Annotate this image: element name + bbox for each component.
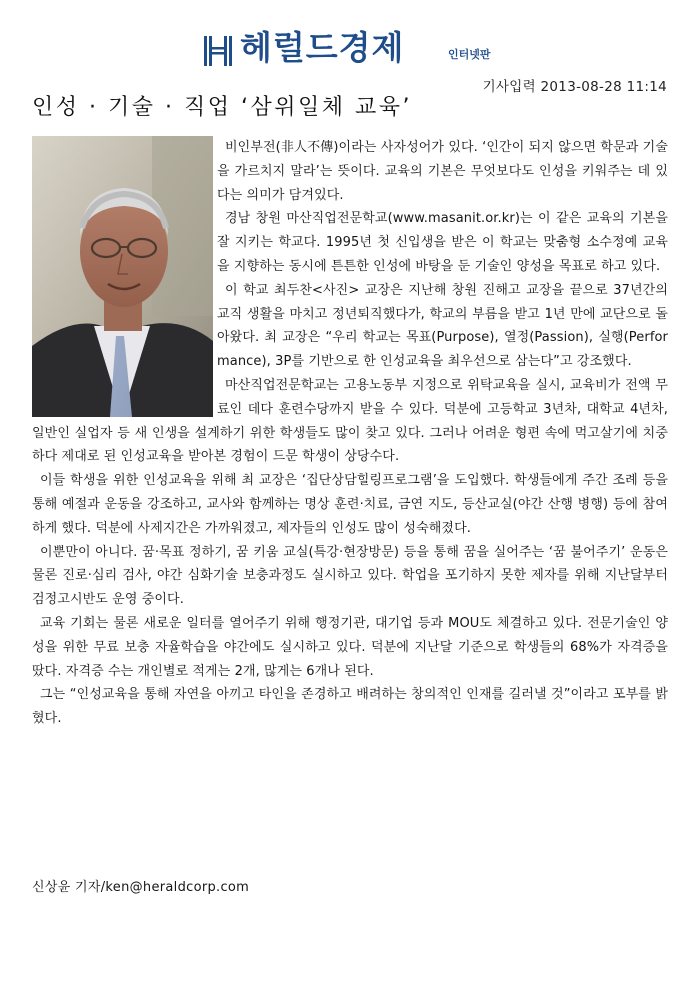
portrait-illustration xyxy=(32,136,213,417)
masthead xyxy=(0,22,700,72)
herald-logo-mark xyxy=(202,34,234,68)
article-paragraph: 경남 창원 마산직업전문학교(www.masanit.or.kr)는 이 같은 교육의 기본을 잘 지키는 학교다. 1995년 첫 신입생을 받은 이 학교는 맞춤형 소수정예 교육을 지향하는 동시에 튼튼한 인성에 바탕을 둔 기술인 양성을 목표로 하고 있다. xyxy=(217,211,668,274)
article-paragraph: 이들 학생을 위한 인성교육을 위해 최 교장은 ‘집단상담힐링프로그램’을 도입했다. 학생들에게 주간 조례 등을 통해 예절과 운동을 강조하고, 교사와 함께하는 명상 훈련·치료, 금연 지도, 등산교실(야간 산행 병행) 등에 참여하게 했다. 덕분에 사제지간은 가까워졌고, 제자들의 인성도 많이 성숙해졌다. xyxy=(32,473,668,536)
article-paragraph: 이 학교 최두찬<사진> 교장은 지난해 창원 진해고 교장을 끝으로 37년간의 교직 생활을 마치고 정년퇴직했다가, 학교의 부름을 받고 1년 만에 교단으로 돌아왔다. 최 교장은 “우리 학교는 목표(Purpose), 열정(Passion), 실행(Performance), 3P를 기반으로 한 인성교육을 최우선으로 삼는다”고 강조했다. xyxy=(217,282,668,370)
principal-photo xyxy=(32,136,213,417)
article-dateline: 기사입력 2013-08-28 11:14 xyxy=(482,79,667,95)
article-paragraph: 비인부전(非人不傳)이라는 사자성어가 있다. ‘인간이 되지 않으면 학문과 기술을 가르치지 말라’는 뜻이다. 교육의 기본은 무엇보다도 인성을 키워주는 데 있다는 의미가 담겨있다. xyxy=(217,140,668,203)
article-headline: 인성 · 기술 · 직업 ‘삼위일체 교육’ xyxy=(32,95,412,120)
article-paragraph: 이뿐만이 아니다. 꿈·목표 정하기, 꿈 키움 교실(특강·현장방문) 등을 통해 꿈을 실어주는 ‘꿈 불어주기’ 운동은 물론 진로·심리 검사, 야간 심화기술 보충과정도 실시하고 있다. 학업을 포기하지 못한 제자를 위해 지난달부터 검정고시반도 운영 중이다. xyxy=(32,544,668,608)
internet-edition-label: 인터넷판 xyxy=(448,48,491,61)
article-paragraph: 그는 “인성교육을 통해 자연을 아끼고 타인을 존경하고 배려하는 창의적인 인재를 길러낼 것”이라고 포부를 밝혔다. xyxy=(32,687,668,727)
article-body xyxy=(32,136,668,731)
reporter-byline: 신상윤 기자/ken@heraldcorp.com xyxy=(32,880,250,895)
herald-logo-text[interactable]: 헤럴드경제 xyxy=(240,28,405,67)
article-paragraph: 마산직업전문학교는 고용노동부 지정으로 위탁교육을 실시, 교육비가 전액 무료인 데다 훈련수당까지 받을 수 있다. 덕분에 고등학교 3년차, 대학교 4년차, 일반인 실업자 등 새 인생을 설계하기 위한 학생들도 많이 찾고 있다. 그러나 어려운 형편 속에 먹고살기에 치중하다 제대로 된 인성교육을 받아본 경험이 드문 학생이 상당수다. xyxy=(32,377,668,465)
article-paragraph: 교육 기회는 물론 새로운 일터를 열어주기 위해 행정기관, 대기업 등과 MOU도 체결하고 있다. 전문기술인 양성을 위한 무료 보충 자율학습을 야간에도 실시하고 있다. 덕분에 지난달 기준으로 학생들의 68%가 자격증을 땄다. 자격증 수는 개인별로 적게는 2개, 많게는 6개나 된다. xyxy=(32,615,668,679)
